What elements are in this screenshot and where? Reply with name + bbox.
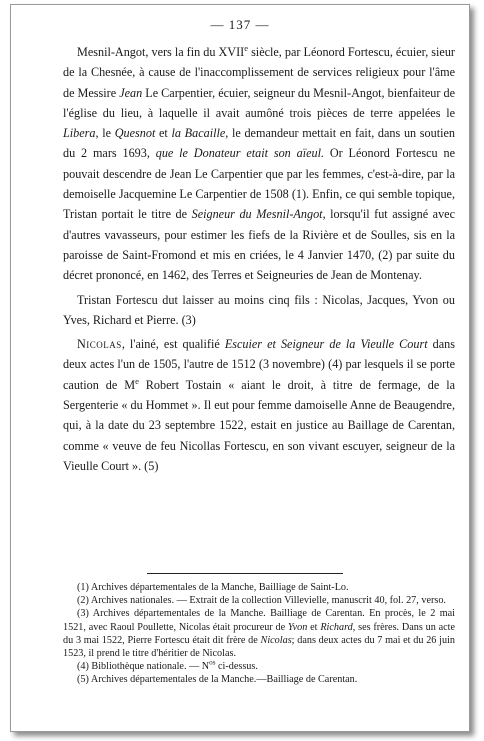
- text-segment: (3) Archives départementales de la Manche. Bailliage de Carentan. En procès, le 2 mai 1521, avec Raoul Poullette, Nicolas était procureur de: [63, 608, 455, 633]
- text-segment: , le demandeur mettait en fait, dans un soutien du 2 mars 1693,: [63, 126, 456, 161]
- footnotes: [63, 581, 455, 687]
- text-segment: Robert Tostain « aiant le droit, à titre de fermage, de la Sergenterie « du Hommet ». Il eut pour femme damoiselle Anne de Beaugendre, qui, à la date du 23 septembre 1522, estait en justice au Baillage de Carentan, comme « veuve de feu Nicollas Fortescu, en son vivant escuyer, seigneur de la Vieulle Court ». (5): [63, 377, 455, 473]
- text-segment: , lorsqu'il fut assigné avec d'autres vavasseurs, pour estimer les fiefs de la Rivière et de Soulles, sis en la paroisse de Saint-Fromond et mis en criées, le 4 Janvier 1470, (2) par suite du décret prononcé, en 1462, des Terres et Seigneuries de Jean de Montenay.: [63, 207, 455, 283]
- text-segment: ; dans deux actes du 7 mai et du 26 juin 1523, il prend le titre d'héritier de Nicolas.: [63, 634, 455, 660]
- text-segment: ci-dessus.: [215, 661, 258, 673]
- text-segment: e: [244, 42, 249, 53]
- text-segment: Nicolas: [77, 337, 122, 352]
- body-text: [63, 42, 455, 476]
- text-segment: , ses frères. Dans un acte du 3 mai 1522, Pierre Fortescu était dit frère de: [63, 621, 455, 646]
- text-segment: Richard: [320, 621, 353, 633]
- text-segment: (1) Archives départementales de la Manche, Bailliage de Saint-Lo.: [77, 582, 349, 593]
- text-segment: Tristan Fortescu dut laisser au moins cinq fils : Nicolas, Jacques, Yvon ou Yves, Richard et Pierre. (3): [63, 292, 455, 327]
- page-number: — 137 —: [210, 17, 270, 32]
- text-segment: (4) Bibliothèque nationale. — N: [77, 661, 210, 673]
- text-segment: dans deux actes l'un de 1505, l'autre de 1512 (3 novembre) (4) par lesquels il se porte caution de M: [63, 337, 455, 392]
- text-segment: Quesnot: [114, 126, 156, 141]
- text-segment: (2) Archives nationales. — Extrait de la collection Villevielle, manuscrit 40, fol. 27, verso.: [77, 595, 446, 607]
- text-segment: Jean: [119, 85, 143, 100]
- text-segment: Escuier et Seigneur de la Vieulle Court: [224, 337, 428, 352]
- paragraph-tristan-sons: [63, 290, 455, 331]
- text-segment: Libera: [63, 126, 96, 141]
- text-segment: que le Donateur etait son aïeul.: [155, 146, 325, 161]
- text-segment: Mesnil-Angot, vers la fin du XVII: [77, 45, 245, 59]
- text-segment: Or Léonord Fortescu ne pouvait descendre de Jean Le Carpentier que par les femmes, c'est-à-dire, par la demoiselle Jacquemine Le Carpentier de 1508 (1). Enfin, ce qui semble topique, Tristan portait le titre de: [63, 146, 455, 222]
- text-segment: os: [209, 658, 216, 667]
- footnote-3: [63, 607, 455, 660]
- footnote-separator: [147, 573, 343, 574]
- text-segment: et: [307, 621, 321, 633]
- footnote-1: [63, 581, 455, 594]
- paragraph-mesnil-angot: [63, 42, 455, 286]
- text-segment: siècle, par Léonord Fortescu, écuier, sieur de la Chesnée, à cause de l'inaccomplissement de services religieux pour l'âme de Messire: [63, 45, 455, 100]
- text-segment: Seigneur du Mesnil-Angot: [191, 207, 323, 222]
- text-segment: , l'ainé, est qualifié: [121, 337, 225, 352]
- text-segment: , le: [95, 126, 115, 141]
- paragraph-nicolas: [63, 334, 455, 476]
- footnote-5: [63, 673, 455, 686]
- text-segment: Nicolas: [260, 634, 292, 646]
- footnote-2: [63, 594, 455, 607]
- book-page: [10, 4, 470, 732]
- text-segment: (5) Archives départementales de la Manche.—Bailliage de Carentan.: [77, 674, 358, 686]
- text-segment: et: [155, 126, 172, 141]
- text-segment: e: [135, 375, 139, 386]
- text-segment: Le Carpentier, écuier, seigneur du Mesnil-Angot, bienfaiteur de l'église du lieu, à laquelle il avait aumôné trois pièces de terre appelées le: [63, 85, 455, 120]
- footnote-4: [63, 660, 455, 673]
- text-segment: la Bacaille: [171, 126, 226, 141]
- text-segment: Yvon: [287, 621, 308, 633]
